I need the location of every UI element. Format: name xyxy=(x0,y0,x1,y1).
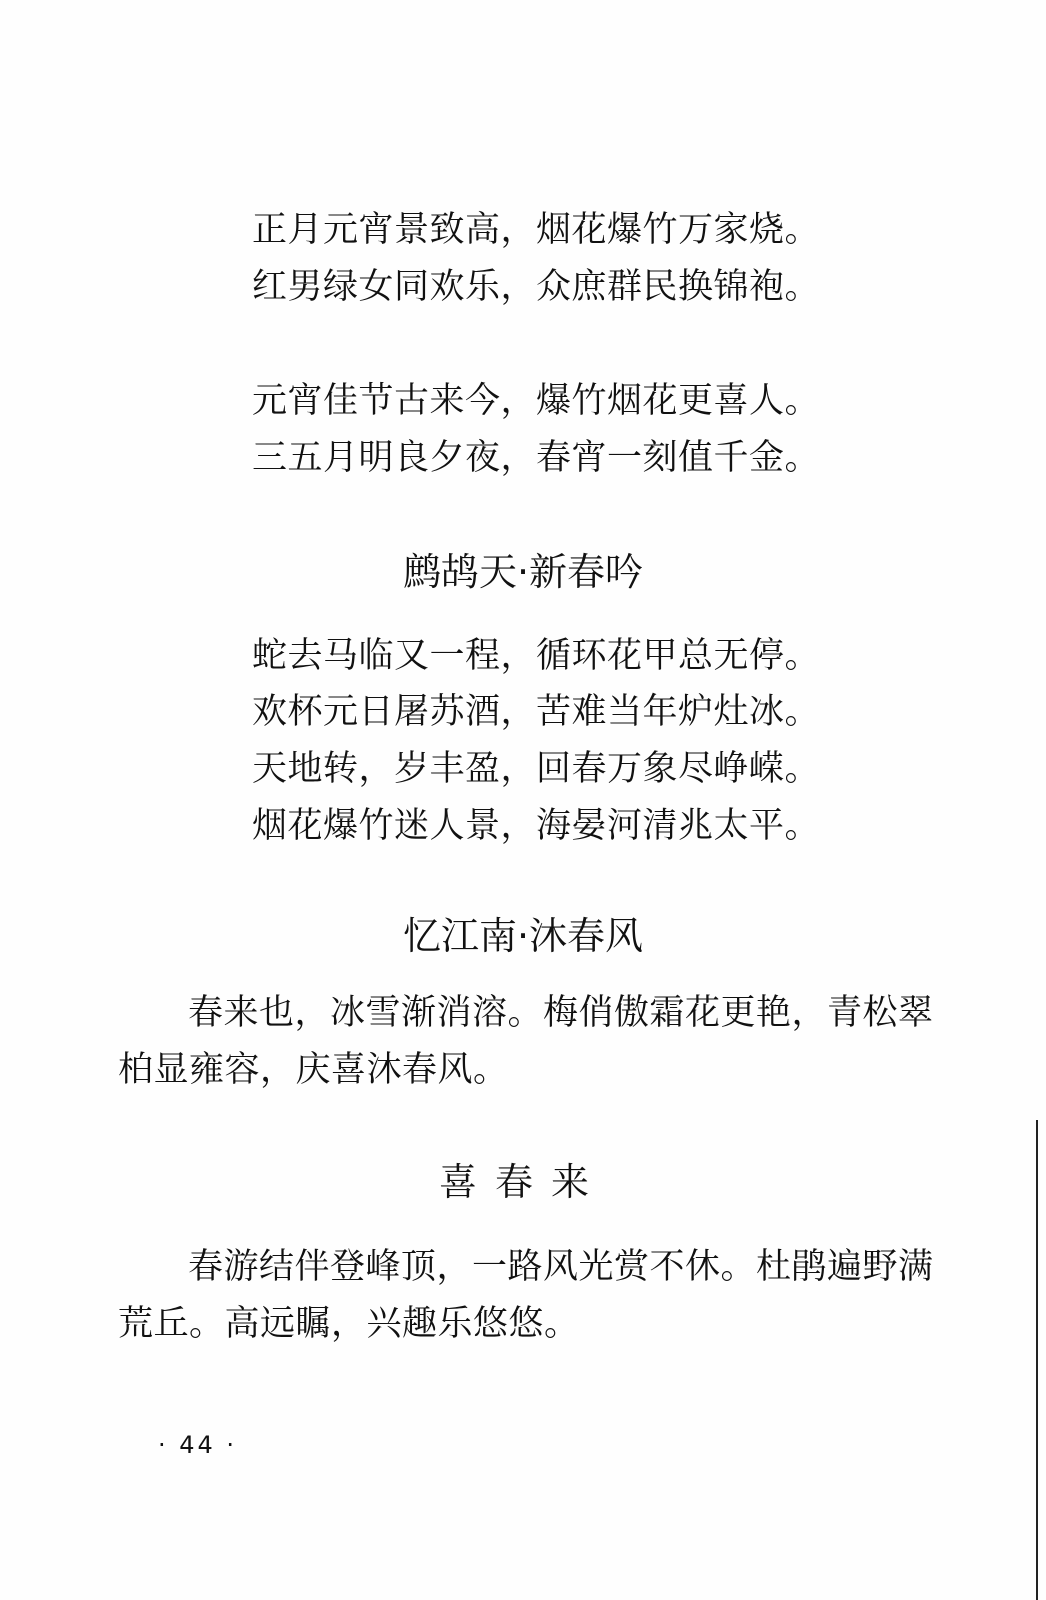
poem-1-line-3: 天地转，岁丰盈，回春万象尽峥嵘。 xyxy=(252,749,821,789)
stanza-1-line-1: 正月元宵景致高，烟花爆竹万家烧。 xyxy=(252,210,821,250)
poem-title-zhegutian: 鹧鸪天·新春吟 xyxy=(402,550,644,594)
poem-2-line-1: 春来也，冰雪渐消溶。梅俏傲霜花更艳，青松翠 xyxy=(188,993,934,1033)
stanza-1-line-2: 红男绿女同欢乐，众庶群民换锦袍。 xyxy=(252,267,821,307)
page-number: · 44 · xyxy=(158,1431,238,1459)
stanza-2-line-2: 三五月明良夕夜，春宵一刻值千金。 xyxy=(252,438,821,478)
poem-1-line-1: 蛇去马临又一程，循环花甲总无停。 xyxy=(252,636,821,676)
poem-3-line-2: 荒丘。高远瞩，兴趣乐悠悠。 xyxy=(118,1304,580,1344)
stanza-2-line-1: 元宵佳节古来今，爆竹烟花更喜人。 xyxy=(252,381,821,421)
poem-1-line-4: 烟花爆竹迷人景，海晏河清兆太平。 xyxy=(252,806,821,846)
poem-3-line-1: 春游结伴登峰顶，一路风光赏不休。杜鹃遍野满 xyxy=(188,1247,934,1287)
poem-title-xichunlai: 喜春来 xyxy=(438,1160,607,1204)
poem-title-yijiangnan: 忆江南·沐春风 xyxy=(402,914,644,958)
poem-2-line-2: 柏显雍容，庆喜沐春风。 xyxy=(118,1050,509,1090)
poem-1-line-2: 欢杯元日屠苏酒，苦难当年炉灶冰。 xyxy=(252,692,821,732)
